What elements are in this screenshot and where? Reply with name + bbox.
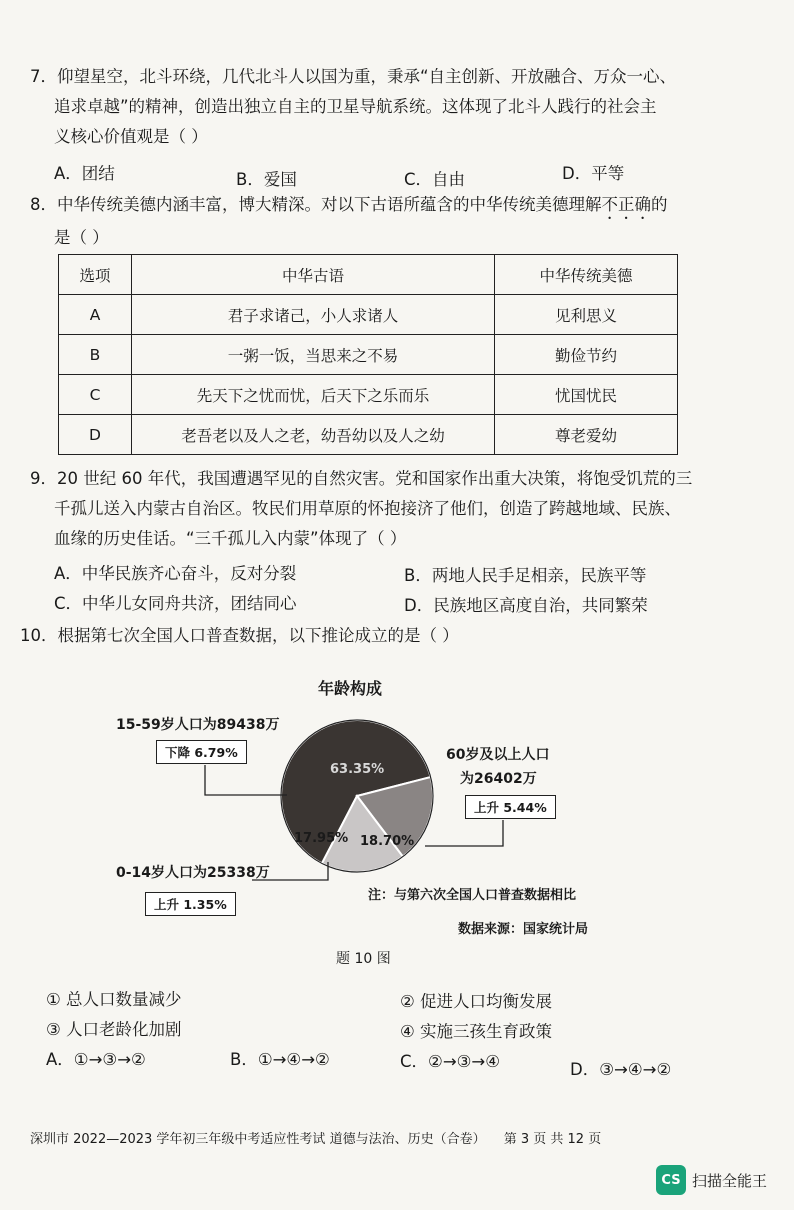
- table-cell: 一粥一饭，当思来之不易: [132, 335, 495, 375]
- table-cell: 老吾老以及人之老，幼吾幼以及人之幼: [132, 415, 495, 455]
- table-cell: 君子求诸己，小人求诸人: [132, 295, 495, 335]
- q9-option-d: D．民族地区高度自治，共同繁荣: [404, 596, 648, 615]
- question-8-text-end: 的: [651, 195, 668, 214]
- q10-item-1: ① 总人口数量减少: [46, 990, 182, 1009]
- label-60-plus-line-1: 60岁及以上人口: [446, 747, 550, 763]
- table-cell: 尊老爱幼: [495, 415, 678, 455]
- question-9-line: 千孤儿送入内蒙古自治区。牧民们用草原的怀抱接济了他们，创造了跨越地域、民族、: [54, 499, 681, 518]
- table-cell: 勤俭节约: [495, 335, 678, 375]
- table-cell: C: [59, 375, 132, 415]
- question-8-emphasis: 不正确: [601, 195, 651, 214]
- table-header: 选项: [59, 255, 132, 295]
- q9-option-b: B．两地人民手足相亲，民族平等: [404, 566, 647, 585]
- page-footer: [30, 1128, 601, 1147]
- q10-item-3: ③ 人口老龄化加剧: [46, 1020, 182, 1039]
- leader-line-60-plus: [425, 820, 503, 846]
- question-9-line: 9．20 世纪 60 年代，我国遭遇罕见的自然灾害。党和国家作出重大决策，将饱受饥荒的三: [30, 469, 693, 488]
- table-cell: 忧国忧民: [495, 375, 678, 415]
- chart-title: 年龄构成: [318, 679, 383, 698]
- slice-label-0-14: 17.95%: [294, 831, 349, 846]
- question-7-line: 7．仰望星空，北斗环绕，几代北斗人以国为重，秉承“自主创新、开放融合、万众一心、: [30, 67, 677, 86]
- q10-option-a: A．①→③→②: [46, 1050, 146, 1069]
- table-header: 中华传统美德: [495, 255, 678, 295]
- table-cell: A: [59, 295, 132, 335]
- leader-line-15-59: [205, 765, 287, 795]
- q9-option-a: A．中华民族齐心奋斗，反对分裂: [54, 564, 297, 583]
- q7-option-b: B．爱国: [236, 170, 297, 189]
- q10-option-b: B．①→④→②: [230, 1050, 330, 1069]
- q10-item-4: ④ 实施三孩生育政策: [400, 1022, 553, 1041]
- slice-label-15-59: 63.35%: [330, 762, 385, 777]
- chart-note: 注：与第六次全国人口普查数据相比: [368, 888, 577, 903]
- q7-option-a: A．团结: [54, 164, 115, 183]
- table-cell: D: [59, 415, 132, 455]
- pie-slices: [281, 720, 433, 872]
- question-10-stem: 10．根据第七次全国人口普查数据，以下推论成立的是（ ）: [20, 626, 459, 645]
- chart-source: 数据来源：国家统计局: [458, 922, 589, 937]
- q7-option-d: D．平等: [562, 164, 625, 183]
- label-0-14: 0-14岁人口为25338万: [116, 865, 270, 881]
- label-15-59: 15-59岁人口为89438万: [116, 717, 280, 733]
- scanner-app-name: 扫描全能王: [692, 1171, 768, 1190]
- question-8-text: 8．中华传统美德内涵丰富，博大精深。对以下古语所蕴含的中华传统美德理解: [30, 195, 602, 214]
- question-8-line-2: 是（ ）: [54, 228, 109, 247]
- question-7-line: 追求卓越”的精神，创造出独立自主的卫星导航系统。这体现了北斗人践行的社会主: [54, 97, 657, 116]
- table-cell: B: [59, 335, 132, 375]
- table-cell: 先天下之忧而忧，后天下之乐而乐: [132, 375, 495, 415]
- change-box-15-59: 下降 6.79%: [156, 740, 247, 764]
- scanner-watermark: [656, 1165, 767, 1195]
- q7-option-c: C．自由: [404, 170, 466, 189]
- change-box-60-plus: 上升 5.44%: [465, 795, 556, 819]
- label-60-plus-line-2: 为26402万: [460, 771, 537, 787]
- question-7-line: 义核心价值观是（ ）: [54, 127, 208, 146]
- footer-title: 深圳市 2022—2023 学年初三年级中考适应性考试 道德与法治、历史（合卷）: [30, 1132, 486, 1147]
- footer-page-number: 第 3 页 共 12 页: [503, 1132, 602, 1147]
- q9-option-c: C．中华儿女同舟共济，团结同心: [54, 594, 297, 613]
- question-9-line: 血缘的历史佳话。“三千孤儿入内蒙”体现了（ ）: [54, 529, 407, 548]
- figure-caption: 题 10 图: [336, 951, 391, 967]
- q10-option-c: C．②→③→④: [400, 1052, 501, 1071]
- table-header: 中华古语: [132, 255, 495, 295]
- table-cell: 见利思义: [495, 295, 678, 335]
- camscanner-logo-icon: CS: [656, 1165, 686, 1195]
- q10-item-2: ② 促进人口均衡发展: [400, 992, 553, 1011]
- change-box-0-14: 上升 1.35%: [145, 892, 236, 916]
- slice-label-60-plus: 18.70%: [360, 834, 415, 849]
- q10-option-d: D．③→④→②: [570, 1060, 672, 1079]
